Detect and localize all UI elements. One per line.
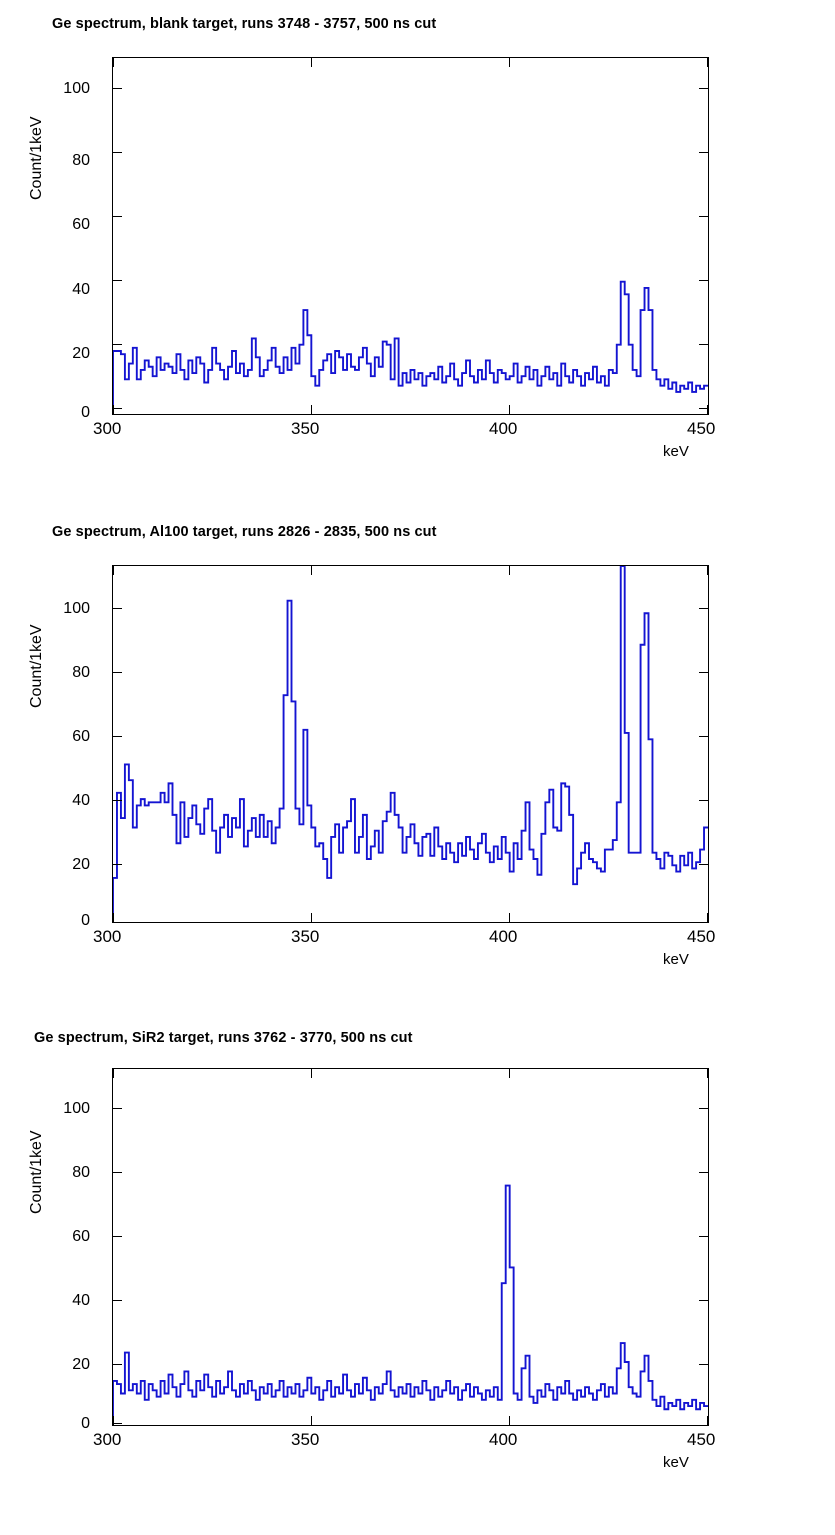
y-tick-label: 80: [72, 664, 90, 681]
x-tick-label: 450: [687, 1430, 716, 1449]
y-axis-label-3: Count/1keV: [28, 1130, 45, 1214]
x-tick-label: 350: [291, 419, 320, 438]
chart-title-2: Ge spectrum, Al100 target, runs 2826 - 2835, 500 ns cut: [52, 524, 437, 540]
x-tick-label: 400: [489, 1430, 518, 1449]
y-tick-label: 20: [72, 856, 90, 873]
y-tick-label: 20: [72, 1356, 90, 1373]
plot-frame-1: [112, 57, 709, 415]
y-tick-label: 20: [72, 345, 90, 362]
y-tick-label: 100: [63, 1100, 90, 1117]
y-tick-label: 40: [72, 1292, 90, 1309]
x-tick-label: 350: [291, 1430, 320, 1449]
y-tick-label: 80: [72, 1164, 90, 1181]
y-tick-label: 60: [72, 1228, 90, 1245]
x-tick-label: 300: [93, 1430, 122, 1449]
y-tick-label: 60: [72, 728, 90, 745]
x-tick-label: 450: [687, 927, 716, 946]
plot-frame-3: [112, 1068, 709, 1426]
x-tick-label: 300: [93, 419, 122, 438]
x-tick-label: 450: [687, 419, 716, 438]
chart-panel-2: [0, 508, 835, 998]
y-axis-label-1: Count/1keV: [28, 116, 45, 200]
x-axis-label-2: keV: [663, 951, 689, 968]
chart-panel-1: [0, 0, 835, 490]
histogram-3: [113, 1069, 708, 1425]
x-tick-label: 350: [291, 927, 320, 946]
y-tick-label: 80: [72, 152, 90, 169]
y-tick-label: 0: [81, 1415, 90, 1432]
y-tick-label: 0: [81, 404, 90, 421]
chart-title-1: Ge spectrum, blank target, runs 3748 - 3757, 500 ns cut: [52, 16, 437, 32]
x-tick-label: 400: [489, 927, 518, 946]
chart-panel-3: [0, 1014, 835, 1504]
y-tick-label: 100: [63, 600, 90, 617]
y-tick-label: 0: [81, 912, 90, 929]
y-axis-label-2: Count/1keV: [28, 624, 45, 708]
chart-title-3: Ge spectrum, SiR2 target, runs 3762 - 3770, 500 ns cut: [34, 1030, 413, 1046]
x-tick-label: 300: [93, 927, 122, 946]
histogram-2: [113, 566, 708, 922]
x-tick-label: 400: [489, 419, 518, 438]
x-axis-label-3: keV: [663, 1454, 689, 1471]
y-tick-label: 60: [72, 216, 90, 233]
y-tick-label: 100: [63, 80, 90, 97]
x-axis-label-1: keV: [663, 443, 689, 460]
histogram-1: [113, 58, 708, 414]
y-tick-label: 40: [72, 792, 90, 809]
plot-frame-2: [112, 565, 709, 923]
y-tick-label: 40: [72, 281, 90, 298]
